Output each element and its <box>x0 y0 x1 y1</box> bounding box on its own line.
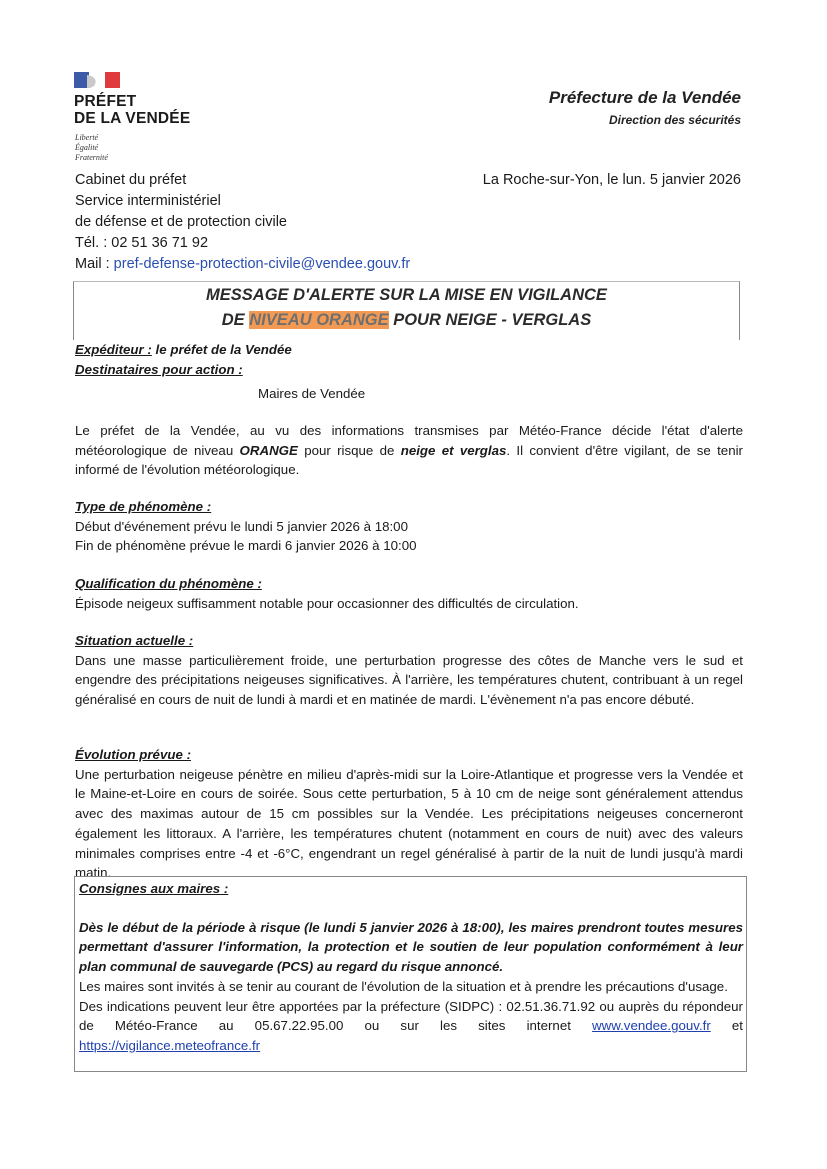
intro-orange: ORANGE <box>239 442 298 458</box>
qualification-label: Qualification du phénomène : <box>75 576 262 591</box>
consignes-p3-text: Des indications peuvent leur être apportées par la préfecture (SIDPC) : 02.51.36.71.92 ou auprès du répondeur de Météo-France au 05.67.22.95.00 ou sur les sites internet <box>79 998 743 1034</box>
logo-title-line1: PRÉFET <box>74 93 137 110</box>
evolution-text: Une perturbation neigeuse pénètre en milieu d'après-midi sur la Loire-Atlantique et progresse vers la Vendée et le Maine-et-Loire en cours de soirée. Sous cette perturbation, 5 à 10 cm de neige sont généralement attendus avec des maximas autour de 15 cm possibles sur la Vendée. Les précipitations neigeuses concerneront également les littoraux. A l'arrière, les températures chutent (notamment en cours de nuit) avec des valeurs minimales comprises entre -4 et -6°C, engendrant un regel généralisé à partir de la nuit de lundi jusqu'à mardi matin. <box>75 766 743 881</box>
intro-text-1: Le préfet de la Vendée, au vu des informations transmises par Météo-France décide l'état d'alerte météorologique de niveau <box>75 423 743 458</box>
alert-title-line2 <box>73 308 740 333</box>
title-pre: DE <box>221 311 250 329</box>
vendee-link[interactable]: www.vendee.gouv.fr <box>592 1018 711 1034</box>
sender-line1: Cabinet du préfet <box>75 172 187 188</box>
consignes-p3-mid: et <box>710 1018 743 1034</box>
qualification-text: Épisode neigeux suffisamment notable pour occasionner des difficultés de circulation. <box>75 595 579 611</box>
prefecture-name: Préfecture de la Vendée <box>548 88 741 107</box>
expediteur-value: le préfet de la Vendée <box>151 342 292 357</box>
logo-title-line2: DE LA VENDÉE <box>74 110 191 127</box>
consignes-label: Consignes aux maires : <box>79 881 229 896</box>
evolution-section <box>75 745 743 883</box>
motto <box>75 133 108 163</box>
type-label: Type de phénomène : <box>75 499 212 514</box>
expediteur-row <box>75 340 743 360</box>
destinataires-value: Maires de Vendée <box>258 386 366 401</box>
consignes-section <box>79 879 743 1056</box>
qualification-section <box>75 574 743 613</box>
direction-name: Direction des sécurités <box>608 113 741 127</box>
evolution-label: Évolution prévue : <box>75 747 191 762</box>
vigilance-link[interactable]: https://vigilance.meteofrance.fr <box>79 1037 261 1053</box>
place-date: La Roche-sur-Yon, le lun. 5 janvier 2026 <box>482 172 741 188</box>
orange-level-highlight: NIVEAU ORANGE <box>249 311 389 329</box>
sender-phone: Tél. : 02 51 36 71 92 <box>75 235 209 251</box>
motto-egalite: Égalité <box>75 143 99 152</box>
sender-line2: Service interministériel <box>75 193 221 209</box>
consignes-paragraph-2: Les maires sont invités à se tenir au courant de l'évolution de la situation et à prendre les précautions d'usage. <box>79 978 728 994</box>
expediteur-label: Expéditeur : <box>75 342 152 357</box>
destinataires-row <box>75 360 743 380</box>
mail-label: Mail : <box>75 256 114 272</box>
mail-link[interactable]: pref-defense-protection-civile@vendee.gouv.fr <box>113 256 411 272</box>
alert-title-line1: MESSAGE D'ALERTE SUR LA MISE EN VIGILANCE <box>206 286 607 304</box>
intro-risk: neige et verglas <box>400 442 507 458</box>
title-post: POUR NEIGE - VERGLAS <box>388 311 592 329</box>
situation-label: Situation actuelle : <box>75 633 194 648</box>
intro-paragraph <box>75 421 743 480</box>
type-section <box>75 497 743 556</box>
logo-title <box>74 93 190 127</box>
type-debut: Début d'événement prévu le lundi 5 janvier 2026 à 18:00 <box>75 518 408 534</box>
consignes-paragraph-3 <box>79 997 743 1056</box>
sender-mail-row <box>75 254 410 275</box>
consignes-bold-paragraph: Dès le début de la période à risque (le lundi 5 janvier 2026 à 18:00), les maires prendront toutes mesures permettant d'assurer l'information, la protection et le soutien de leur population conformément à leur plan communal de sauvegarde (PCS) au regard du risque annoncé. <box>79 919 743 975</box>
situation-section <box>75 631 743 710</box>
marianne-flag-logo <box>74 72 120 88</box>
motto-liberte: Liberté <box>75 133 99 142</box>
destinataires-label: Destinataires pour action : <box>75 362 243 377</box>
sender-block <box>75 170 410 275</box>
alert-title <box>73 283 740 333</box>
sender-line3: de défense et de protection civile <box>75 214 287 230</box>
type-fin: Fin de phénomène prévue le mardi 6 janvier 2026 à 10:00 <box>75 538 417 554</box>
motto-fraternite: Fraternité <box>75 153 108 162</box>
intro-text-3: . Il convient d'être vigilant, de se tenir informé de l'évolution météorologique. <box>75 442 743 478</box>
situation-text: Dans une masse particulièrement froide, une perturbation progresse des côtes de Manche vers le sud et engendre des précipitations neigeuses significatives. À l'arrière, les températures chutent, contribuant à un regel généralisé en cours de nuit de lundi à mardi et en matinée de mardi. L'évènement n'a pas encore débuté. <box>75 652 743 708</box>
intro-text-2: pour risque de <box>297 442 401 458</box>
